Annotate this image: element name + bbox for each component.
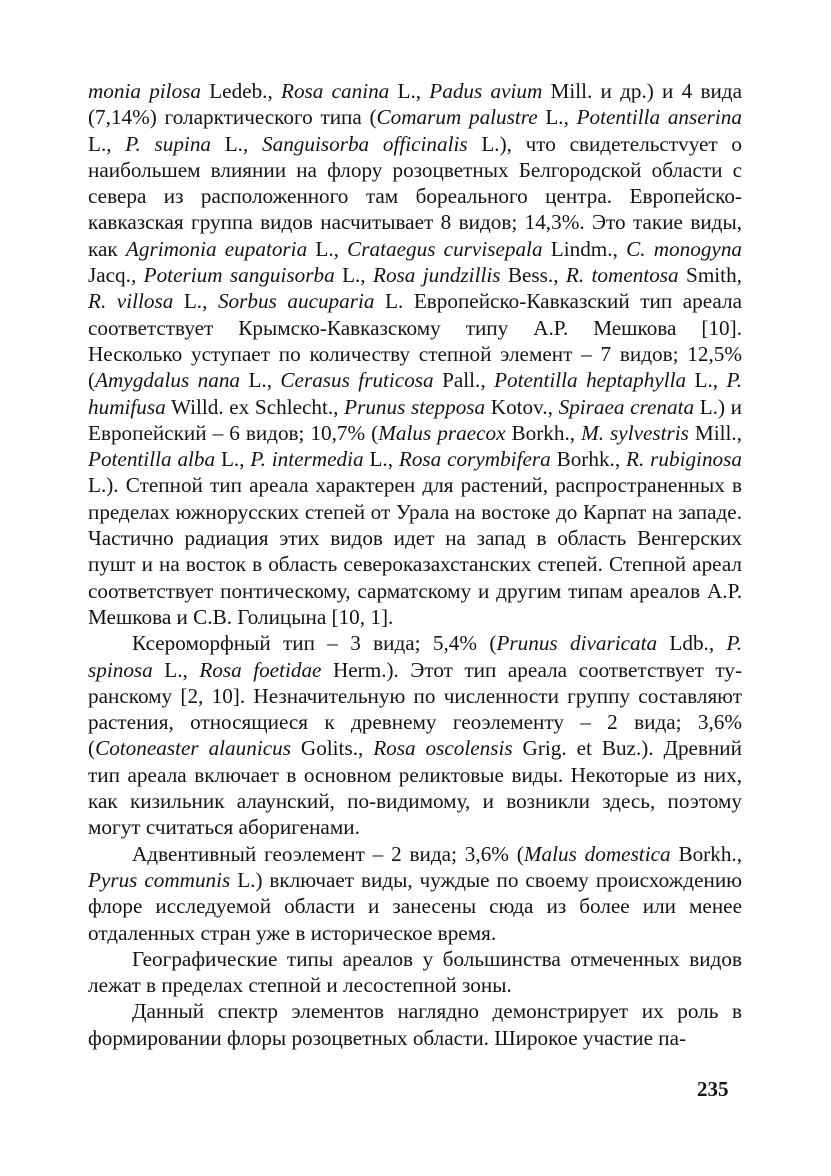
latin-species-name: Prunus stepposa (344, 394, 486, 419)
latin-species-name: Poterium sanguisorba (143, 263, 335, 288)
latin-species-name: Rosa corymbifera (398, 447, 551, 472)
latin-species-name: monia pilosa (88, 79, 201, 103)
latin-species-name: Prunus divaricata (496, 631, 658, 656)
latin-species-name: Spiraea crenata (558, 394, 695, 419)
latin-species-name: Rosa foetidae (199, 657, 322, 682)
paragraph (88, 998, 742, 1051)
text-run: Ксероморфный тип – 3 вида; 5,4% ( (132, 631, 497, 656)
text-run: Jacq., (88, 263, 144, 288)
text-body (88, 78, 742, 1051)
text-run: Golits., (290, 736, 374, 761)
latin-species-name: M. sylvestris (581, 420, 689, 445)
text-run: L., (215, 447, 251, 472)
text-run: Lindm., (542, 236, 627, 261)
latin-species-name: Malus domestica (523, 841, 671, 866)
latin-species-name: P. supina (125, 131, 212, 156)
text-run: Pall., (433, 368, 495, 393)
text-run: Smith, (678, 263, 742, 288)
text-run: L., (686, 368, 727, 393)
text-run: L., (363, 447, 399, 472)
page-body (88, 78, 742, 1051)
text-run: L.). Степной тип ареала характерен для растений, распространенных в пределах южнорусских степей от Урала на востоке до Карпат на западе. Частично радиация этих видов идет на запад в область Венгерских пушт и на восток в область североказахстанских степей. Степной ареал соответствует понтическому, сарматскому и другим типам ареалов А.Р. Мешкова и С.В. Голицына [10, 1]. (88, 473, 742, 629)
latin-species-name: Potentilla alba (88, 447, 216, 472)
text-run: Mill. и др.) и 4 вида (7,14%) голарктического типа ( (88, 79, 742, 130)
latin-species-name: Potentilla heptaphylla (494, 368, 687, 393)
latin-species-name: Agrimonia eupatoria (125, 236, 308, 261)
text-run: L., (173, 289, 218, 314)
text-run: Ledeb., (201, 79, 281, 103)
paragraph (88, 841, 742, 946)
latin-species-name: Potentilla anserina (576, 105, 742, 130)
latin-species-name: R. villosa (88, 289, 174, 314)
text-run: L., (307, 236, 348, 261)
text-run: Адвентивный геоэлемент – 2 вида; 3,6% ( (132, 841, 524, 866)
text-run: Borkh., (505, 420, 582, 445)
latin-species-name: Comarum palustre (376, 105, 538, 130)
latin-species-name: Rosa canina (281, 79, 390, 103)
latin-species-name: Sanguisorba officinalis (262, 131, 468, 156)
text-run: L., (88, 131, 126, 156)
text-run: L.) включает виды, чуждые по своему происхождению флоре исследуемой области и занесены сюда из более или менее отдаленных стран уже в историческое время. (88, 867, 742, 945)
text-run: L., (152, 657, 200, 682)
text-run: L.) и Европейский – 6 видов; 10,7% ( (88, 394, 742, 445)
text-run: Borhk., (550, 447, 627, 472)
text-run: L.), что свидетельстvует о наибольшем влиянии на флору розоцветных Белгородской области с севера из расположенного там бореального центра. Европейско-кавказская группа видов насчитывает 8 видов; 14,3%. Это такие виды, как (88, 131, 742, 261)
text-run: L., (389, 79, 430, 103)
latin-species-name: Pyrus communis (88, 867, 231, 892)
text-run: L., (211, 131, 262, 156)
text-run: Ldb., (657, 631, 727, 656)
text-run: L., (537, 105, 577, 130)
text-run: Bess., (500, 263, 566, 288)
text-run: Willd. ex Schlecht., (165, 394, 345, 419)
latin-species-name: Crataegus curvisepala (347, 236, 543, 261)
latin-species-name: Padus avium (429, 79, 543, 103)
paragraph (88, 630, 742, 840)
latin-species-name: P. humifusa (88, 368, 743, 419)
text-run: L., (240, 368, 281, 393)
latin-species-name: P. intermedia (250, 447, 364, 472)
latin-species-name: Amygdalus nana (95, 368, 241, 393)
latin-species-name: Cotoneaster alaunicus (95, 736, 291, 761)
page-number: 235 (697, 1077, 729, 1101)
latin-species-name: R. rubiginosa (626, 447, 742, 472)
paragraph (88, 946, 742, 999)
paragraph (88, 78, 742, 630)
text-run: Данный спектр элементов наглядно демонстрирует их роль в формировании флоры розоцветных области. Широкое участие па- (88, 999, 742, 1050)
latin-species-name: Rosa jundzillis (373, 263, 501, 288)
latin-species-name: Sorbus aucuparia (217, 289, 375, 314)
text-run: Borkh., (670, 841, 743, 866)
latin-species-name: Rosa oscolensis (373, 736, 513, 761)
latin-species-name: R. tomentosa (565, 263, 679, 288)
text-run: Kotov., (485, 394, 559, 419)
latin-species-name: Cerasus fruticosa (280, 368, 434, 393)
text-run: L., (334, 263, 373, 288)
latin-species-name: C. monogyna (626, 236, 743, 261)
text-run: Herm.). Этот тип ареала соответствует туранскому [2, 10]. Незначительную по численности группу составляют растения, относящиеся к древнему геоэлементу – 2 вида; 3,6% ( (88, 657, 742, 761)
latin-species-name: P. spinosa (88, 631, 742, 682)
text-run: Mill., (688, 420, 743, 445)
text-run: L. Европейско-Кавказский тип ареала соответствует Крымско-Кавказскому типу А.Р. Мешкова [10]. Несколько уступает по количеству степной элемент – 7 видов; 12,5% ( (88, 289, 742, 393)
text-run: Grig. et Buz.). Древний тип ареала включает в основном реликтовые виды. Некоторые из них, как кизильник алаунский, по-видимому, и возникли здесь, поэтому могут считаться аборигенами. (88, 736, 742, 840)
latin-species-name: Malus praecox (378, 420, 506, 445)
text-run: Географические типы ареалов у большинства отмеченных видов лежат в пределах степной и лесостепной зоны. (88, 946, 742, 998)
